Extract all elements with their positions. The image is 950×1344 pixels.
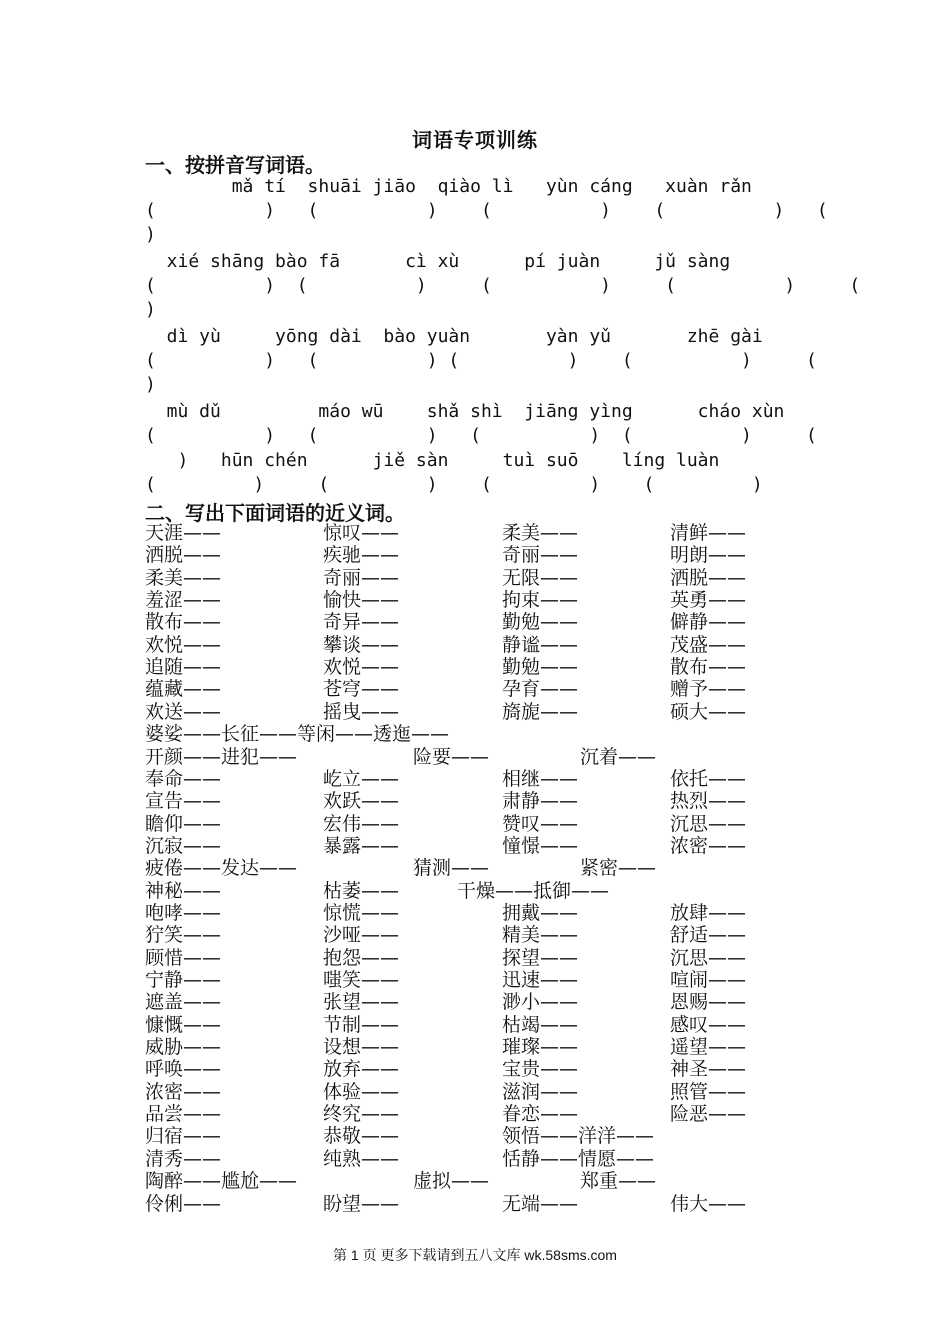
synonym-item: 清鲜——: [670, 522, 747, 544]
synonym-item: 无限——: [502, 566, 579, 589]
synonym-row: [0, 544, 950, 566]
synonym-item: 喧闹——: [670, 969, 747, 991]
synonym-row: [0, 902, 950, 924]
synonym-item: 呼唤——: [145, 1058, 222, 1081]
synonym-item: 僻静——: [670, 611, 747, 634]
synonym-row: [0, 991, 950, 1013]
synonym-item: 婆娑——长征——等闲——透迤——: [145, 723, 450, 746]
synonym-item: 拘束——: [502, 589, 579, 612]
synonym-item: 放弃——: [323, 1058, 400, 1081]
synonym-item: 屹立——: [323, 767, 400, 790]
synonym-item: 舒适——: [670, 924, 747, 947]
synonym-item: 清秀——: [145, 1147, 222, 1170]
synonym-item: 相继——: [502, 767, 579, 790]
synonym-item: 沉寂——: [145, 834, 222, 857]
synonym-item: 赞叹——: [502, 812, 579, 835]
synonym-item: 奇丽——: [323, 566, 400, 589]
synonym-item: 无端——: [502, 1192, 579, 1215]
synonym-item: 洒脱——: [145, 544, 222, 567]
synonym-item: 渺小——: [502, 991, 579, 1014]
synonym-item: 赠予——: [670, 678, 747, 701]
synonym-item: 感叹——: [670, 1013, 747, 1036]
synonym-row: [0, 746, 950, 768]
synonym-item: 硕大——: [670, 700, 747, 723]
synonym-item: 惊慌——: [323, 901, 400, 924]
synonym-item: 威胁——: [145, 1036, 222, 1059]
section2-heading: 二、写出下面词语的近义词。: [145, 501, 405, 525]
synonym-item: 枯竭——: [502, 1013, 579, 1036]
pinyin-line: ) hūn chén jiě sàn tuì suō líng luàn: [145, 450, 720, 471]
synonym-item: 惊叹——: [323, 522, 400, 544]
synonym-item: 静谧——: [502, 633, 579, 656]
synonym-item: 嗤笑——: [323, 969, 400, 991]
synonym-item: 宣告——: [145, 790, 222, 813]
synonym-item: 欢跃——: [323, 790, 400, 813]
synonym-item: 欢悦——: [145, 633, 222, 656]
synonym-item: 瞻仰——: [145, 812, 222, 835]
synonym-row: [0, 656, 950, 678]
pinyin-line: xié shāng bào fā cì xù pí juàn jǔ sàng: [145, 251, 731, 272]
synonym-item: 璀璨——: [502, 1036, 579, 1059]
synonym-row: [0, 1125, 950, 1147]
synonym-item: 英勇——: [670, 589, 747, 612]
synonym-item: 羞涩——: [145, 589, 222, 612]
synonym-item: 宏伟——: [323, 812, 400, 835]
synonym-item: 疲倦——发达——: [145, 857, 298, 880]
synonym-item: 恬静——情愿——: [502, 1147, 655, 1170]
synonym-item: 品尝——: [145, 1103, 222, 1126]
synonym-row: [0, 723, 950, 745]
synonym-item: 热烈——: [670, 790, 747, 813]
synonym-row: [0, 857, 950, 879]
synonym-item: 抱怨——: [323, 946, 400, 969]
synonym-row: [0, 835, 950, 857]
pinyin-line: ( ) ( ) ( ) ( ) (: [145, 350, 817, 371]
synonym-item: 散布——: [670, 656, 747, 679]
synonym-item: 慷慨——: [145, 1013, 222, 1036]
synonym-row: [0, 924, 950, 946]
synonym-item: 恭敬——: [323, 1125, 400, 1148]
synonym-item: 节制——: [323, 1013, 400, 1036]
page-footer: 第 1 页 更多下载请到五八文库 wk.58sms.com: [333, 1247, 617, 1263]
synonym-item: 纯熟——: [323, 1147, 400, 1170]
synonym-row: [0, 768, 950, 790]
synonym-item: 神圣——: [670, 1058, 747, 1081]
pinyin-line: ( ) ( ) ( ) ( ) (: [145, 275, 861, 296]
synonym-row: [0, 947, 950, 969]
page-title: 词语专项训练: [412, 128, 538, 152]
synonym-item: 洒脱——: [670, 566, 747, 589]
synonym-item: 柔美——: [145, 566, 222, 589]
synonym-item: 柔美——: [502, 522, 579, 544]
synonym-row: [0, 701, 950, 723]
pinyin-line: ( ) ( ) ( ) ( ) (: [145, 200, 828, 221]
pinyin-line: mù dǔ máo wū shǎ shì jiāng yìng cháo xùn: [145, 401, 785, 422]
synonym-row: [0, 1081, 950, 1103]
synonym-item: 暴露——: [323, 834, 400, 857]
synonym-item: 顾惜——: [145, 946, 222, 969]
synonym-item: 蕴藏——: [145, 678, 222, 701]
synonym-item: 紧密——: [580, 857, 657, 880]
synonym-item: 伟大——: [670, 1192, 747, 1215]
synonym-item: 追随——: [145, 656, 222, 679]
synonym-item: 奇异——: [323, 611, 400, 634]
section1-heading: 一、按拼音写词语。: [145, 153, 325, 177]
synonym-item: 陶醉——尴尬——: [145, 1170, 298, 1193]
synonym-item: 天涯——: [145, 522, 222, 544]
pinyin-line: ( ) ( ) ( ) ( ) (: [145, 425, 817, 446]
synonym-item: 依托——: [670, 767, 747, 790]
synonym-item: 明朗——: [670, 544, 747, 567]
synonym-item: 勤勉——: [502, 611, 579, 634]
synonym-item: 领悟——洋洋——: [502, 1125, 655, 1148]
synonym-row: [0, 1058, 950, 1080]
synonym-item: 枯萎——: [323, 879, 400, 902]
synonym-item: 苍穹——: [323, 678, 400, 701]
synonym-item: 拥戴——: [502, 901, 579, 924]
synonym-item: 茂盛——: [670, 633, 747, 656]
pinyin-line: mǎ tí shuāi jiāo qiào lì yùn cáng xuàn rǎn: [145, 176, 752, 197]
synonym-row: [0, 522, 950, 544]
synonym-item: 体验——: [323, 1080, 400, 1103]
synonym-row: [0, 589, 950, 611]
synonym-item: 奉命——: [145, 767, 222, 790]
synonym-item: 狞笑——: [145, 924, 222, 947]
synonym-item: 勤勉——: [502, 656, 579, 679]
synonym-row: [0, 611, 950, 633]
synonym-row: [0, 1193, 950, 1215]
synonym-item: 宝贵——: [502, 1058, 579, 1081]
synonym-item: 沉着——: [580, 745, 657, 768]
synonym-item: 设想——: [323, 1036, 400, 1059]
synonym-item: 开颜——进犯——: [145, 745, 298, 768]
synonym-item: 猜测——: [413, 857, 490, 880]
synonym-item: 精美——: [502, 924, 579, 947]
synonym-item: 终究——: [323, 1103, 400, 1126]
synonym-row: [0, 1103, 950, 1125]
synonym-item: 遮盖——: [145, 991, 222, 1014]
synonym-item: 险恶——: [670, 1103, 747, 1126]
synonym-item: 遥望——: [670, 1036, 747, 1059]
synonym-item: 放肆——: [670, 901, 747, 924]
synonym-item: 归宿——: [145, 1125, 222, 1148]
synonym-row: [0, 880, 950, 902]
synonym-item: 摇曳——: [323, 700, 400, 723]
synonym-row: [0, 634, 950, 656]
synonym-item: 照管——: [670, 1080, 747, 1103]
synonym-item: 散布——: [145, 611, 222, 634]
synonym-item: 浓密——: [145, 1080, 222, 1103]
synonym-item: 沉思——: [670, 812, 747, 835]
synonym-item: 愉快——: [323, 589, 400, 612]
synonym-row: [0, 1014, 950, 1036]
synonym-item: 探望——: [502, 946, 579, 969]
synonym-item: 肃静——: [502, 790, 579, 813]
synonym-item: 张望——: [323, 991, 400, 1014]
synonym-item: 欢送——: [145, 700, 222, 723]
synonym-item: 疾驰——: [323, 544, 400, 567]
synonym-item: 欢悦——: [323, 656, 400, 679]
pinyin-line: ): [145, 374, 156, 395]
synonym-item: 攀谈——: [323, 633, 400, 656]
synonym-item: 盼望——: [323, 1192, 400, 1215]
synonym-row: [0, 1170, 950, 1192]
synonym-item: 沉思——: [670, 946, 747, 969]
synonym-row: [0, 1036, 950, 1058]
synonym-item: 宁静——: [145, 969, 222, 991]
pinyin-line: ): [145, 299, 156, 320]
synonym-item: 眷恋——: [502, 1103, 579, 1126]
synonym-item: 浓密——: [670, 834, 747, 857]
synonym-item: 神秘——: [145, 879, 222, 902]
synonym-item: 迅速——: [502, 969, 579, 991]
synonym-item: 伶俐——: [145, 1192, 222, 1215]
synonym-item: 险要——: [413, 745, 490, 768]
synonym-item: 沙哑——: [323, 924, 400, 947]
synonym-item: 奇丽——: [502, 544, 579, 567]
synonym-item: 旖旎——: [502, 700, 579, 723]
synonym-row: [0, 969, 950, 991]
synonym-row: [0, 1148, 950, 1170]
pinyin-line: dì yù yōng dài bào yuàn yàn yǔ zhē gài: [145, 326, 763, 347]
synonym-row: [0, 678, 950, 700]
synonym-item: 咆哮——: [145, 901, 222, 924]
synonym-row: [0, 790, 950, 812]
synonym-row: [0, 813, 950, 835]
synonym-item: 孕育——: [502, 678, 579, 701]
synonym-item: 郑重——: [580, 1170, 657, 1193]
pinyin-line: ): [145, 224, 156, 245]
synonym-item: 恩赐——: [670, 991, 747, 1014]
synonym-item: 憧憬——: [502, 834, 579, 857]
synonym-item: 虚拟——: [413, 1170, 490, 1193]
pinyin-line: ( ) ( ) ( ) ( ): [145, 474, 763, 495]
synonym-item: 滋润——: [502, 1080, 579, 1103]
synonym-row: [0, 567, 950, 589]
synonym-item: 干燥——抵御——: [457, 879, 610, 902]
